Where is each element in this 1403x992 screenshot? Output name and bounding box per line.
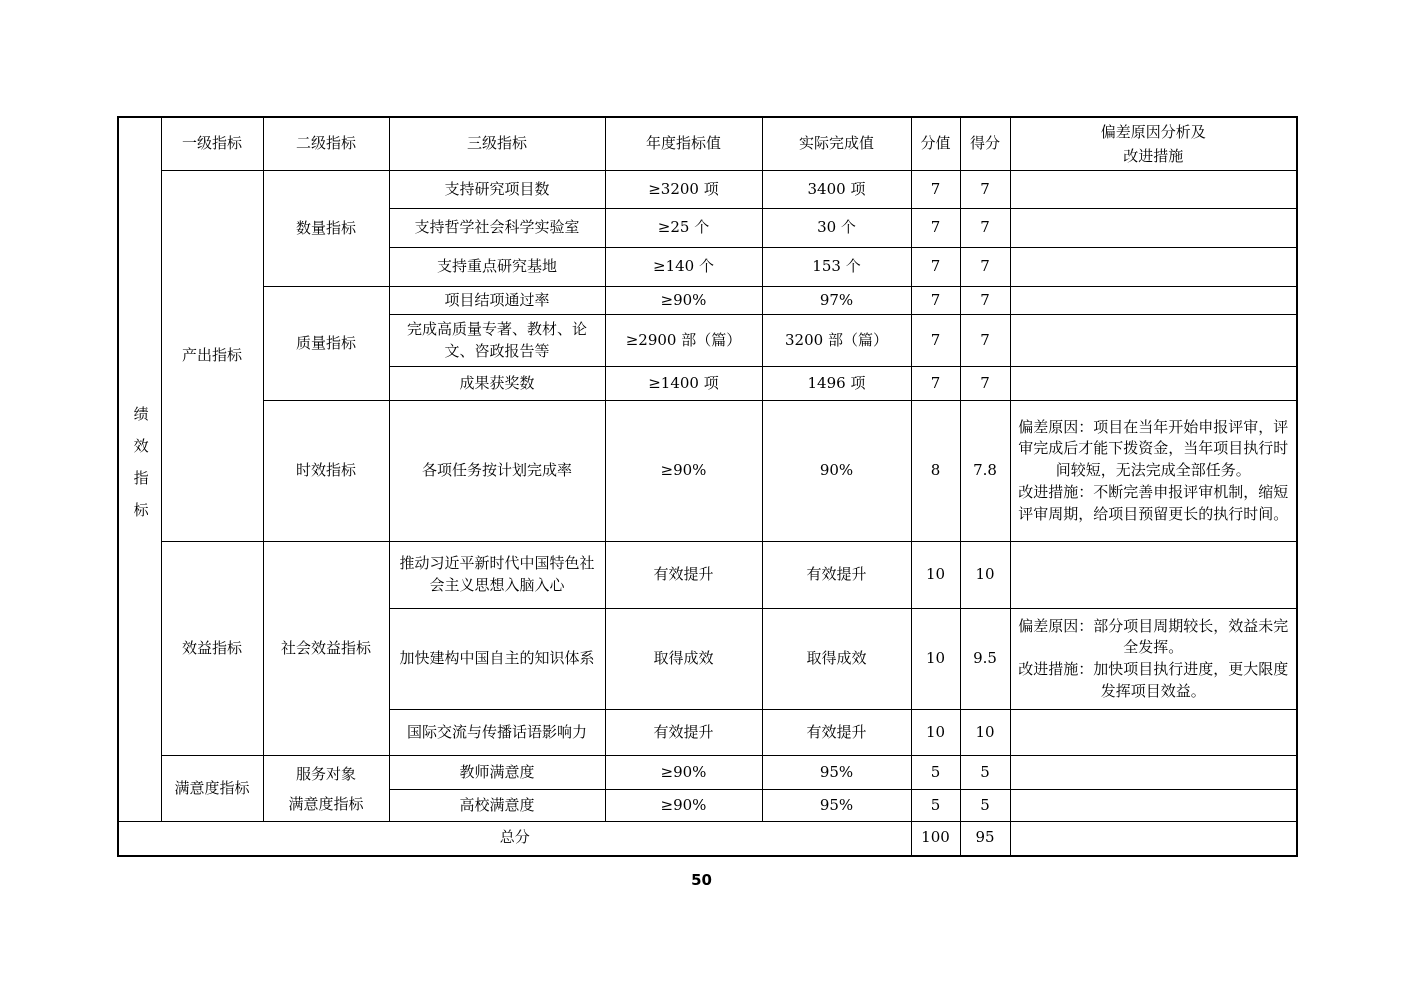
target-cell: ≥3200 项 [605, 171, 762, 209]
target-cell: ≥90% [605, 790, 762, 822]
score-got-cell: 7 [960, 171, 1010, 209]
remark-reason: 偏差原因：项目在当年开始申报评审，评审完成后才能下拨资金，当年项目执行时间较短，无法完成全部任务。 [1018, 417, 1289, 480]
header-remark-line2: 改进措施 [1123, 147, 1184, 165]
remark-measure: 改进措施：加快项目执行进度，更大限度发挥项目效益。 [1018, 660, 1289, 700]
target-cell: 有效提升 [605, 710, 762, 756]
remark-cell [1010, 542, 1297, 609]
target-cell: ≥90% [605, 756, 762, 790]
l3-cell: 支持重点研究基地 [389, 248, 605, 287]
l3-cell: 支持哲学社会科学实验室 [389, 209, 605, 248]
header-level3: 三级指标 [389, 117, 605, 171]
table-row [118, 171, 1297, 209]
level2-social-benefit-cell: 社会效益指标 [263, 542, 389, 756]
score-full-cell: 10 [911, 710, 960, 756]
target-cell: ≥1400 项 [605, 367, 762, 401]
header-score-full: 分值 [911, 117, 960, 171]
target-cell: 有效提升 [605, 542, 762, 609]
remark-cell [1010, 756, 1297, 790]
header-remark [1010, 117, 1297, 171]
score-got-cell: 10 [960, 710, 1010, 756]
l3-cell: 项目结项通过率 [389, 287, 605, 315]
l3-cell: 各项任务按计划完成率 [389, 401, 605, 542]
score-full-cell: 7 [911, 287, 960, 315]
score-full-cell: 5 [911, 756, 960, 790]
l3-cell: 推动习近平新时代中国特色社会主义思想入脑入心 [389, 542, 605, 609]
remark-cell [1010, 287, 1297, 315]
level1-satisfaction-cell: 满意度指标 [161, 756, 263, 822]
score-got-cell: 7 [960, 287, 1010, 315]
level1-output-cell: 产出指标 [161, 171, 263, 542]
actual-cell: 153 个 [762, 248, 911, 287]
actual-cell: 3400 项 [762, 171, 911, 209]
l3-cell: 成果获奖数 [389, 367, 605, 401]
page-number: 50 [691, 871, 712, 889]
score-full-cell: 7 [911, 315, 960, 367]
score-got-cell: 7 [960, 248, 1010, 287]
target-cell: ≥25 个 [605, 209, 762, 248]
service-line1: 服务对象 [295, 764, 356, 783]
table-row [118, 756, 1297, 790]
score-full-cell: 7 [911, 209, 960, 248]
table-row [118, 401, 1297, 542]
score-got-cell: 7 [960, 315, 1010, 367]
remark-cell [1010, 822, 1297, 856]
header-row [118, 117, 1297, 171]
remark-cell [1010, 710, 1297, 756]
remark-measure: 改进措施：不断完善申报评审机制，缩短评审周期，给项目预留更长的执行时间。 [1018, 482, 1289, 523]
total-label-cell: 总分 [118, 822, 911, 856]
header-level2: 二级指标 [263, 117, 389, 171]
target-cell: ≥90% [605, 401, 762, 542]
score-full-cell: 10 [911, 609, 960, 710]
l3-cell: 加快建构中国自主的知识体系 [389, 609, 605, 710]
side-label-cell [118, 117, 161, 822]
remark-cell [1010, 315, 1297, 367]
actual-cell: 90% [762, 401, 911, 542]
target-cell: ≥140 个 [605, 248, 762, 287]
level2-timeliness-cell: 时效指标 [263, 401, 389, 542]
total-row [118, 822, 1297, 856]
side-label: 绩效指标 [131, 405, 150, 534]
actual-cell: 30 个 [762, 209, 911, 248]
score-got-cell: 5 [960, 790, 1010, 822]
level1-benefit-cell: 效益指标 [161, 542, 263, 756]
remark-cell [1010, 171, 1297, 209]
score-got-cell: 7.8 [960, 401, 1010, 542]
score-got-cell: 9.5 [960, 609, 1010, 710]
l3-cell: 国际交流与传播话语影响力 [389, 710, 605, 756]
score-full-cell: 7 [911, 367, 960, 401]
actual-cell: 97% [762, 287, 911, 315]
table-row [118, 542, 1297, 609]
total-score-got-cell: 95 [960, 822, 1010, 856]
actual-cell: 有效提升 [762, 710, 911, 756]
header-level1: 一级指标 [161, 117, 263, 171]
table-row [118, 287, 1297, 315]
actual-cell: 95% [762, 756, 911, 790]
level2-service-satisfaction-cell [263, 756, 389, 822]
score-got-cell: 5 [960, 756, 1010, 790]
score-full-cell: 10 [911, 542, 960, 609]
header-actual-value: 实际完成值 [762, 117, 911, 171]
actual-cell: 有效提升 [762, 542, 911, 609]
remark-reason: 偏差原因：部分项目周期较长，效益未完全发挥。 [1018, 616, 1289, 657]
target-cell: ≥90% [605, 287, 762, 315]
score-got-cell: 7 [960, 209, 1010, 248]
actual-cell: 1496 项 [762, 367, 911, 401]
header-score-got: 得分 [960, 117, 1010, 171]
l3-cell: 支持研究项目数 [389, 171, 605, 209]
l3-cell: 高校满意度 [389, 790, 605, 822]
l3-cell: 教师满意度 [389, 756, 605, 790]
level2-quality-cell: 质量指标 [263, 287, 389, 401]
score-full-cell: 7 [911, 248, 960, 287]
score-got-cell: 10 [960, 542, 1010, 609]
service-line2: 满意度指标 [288, 794, 364, 813]
remark-cell [1010, 367, 1297, 401]
remark-cell [1010, 248, 1297, 287]
actual-cell: 取得成效 [762, 609, 911, 710]
score-full-cell: 7 [911, 171, 960, 209]
header-remark-line1: 偏差原因分析及 [1100, 123, 1206, 141]
actual-cell: 3200 部（篇） [762, 315, 911, 367]
header-annual-target: 年度指标值 [605, 117, 762, 171]
level2-quantity-cell: 数量指标 [263, 171, 389, 287]
score-full-cell: 8 [911, 401, 960, 542]
actual-cell: 95% [762, 790, 911, 822]
remark-cell [1010, 790, 1297, 822]
score-got-cell: 7 [960, 367, 1010, 401]
remark-cell [1010, 209, 1297, 248]
remark-cell [1010, 401, 1297, 542]
l3-cell: 完成高质量专著、教材、论文、咨政报告等 [389, 315, 605, 367]
performance-indicators-table [117, 116, 1298, 857]
remark-cell [1010, 609, 1297, 710]
target-cell: 取得成效 [605, 609, 762, 710]
total-score-full-cell: 100 [911, 822, 960, 856]
score-full-cell: 5 [911, 790, 960, 822]
target-cell: ≥2900 部（篇） [605, 315, 762, 367]
